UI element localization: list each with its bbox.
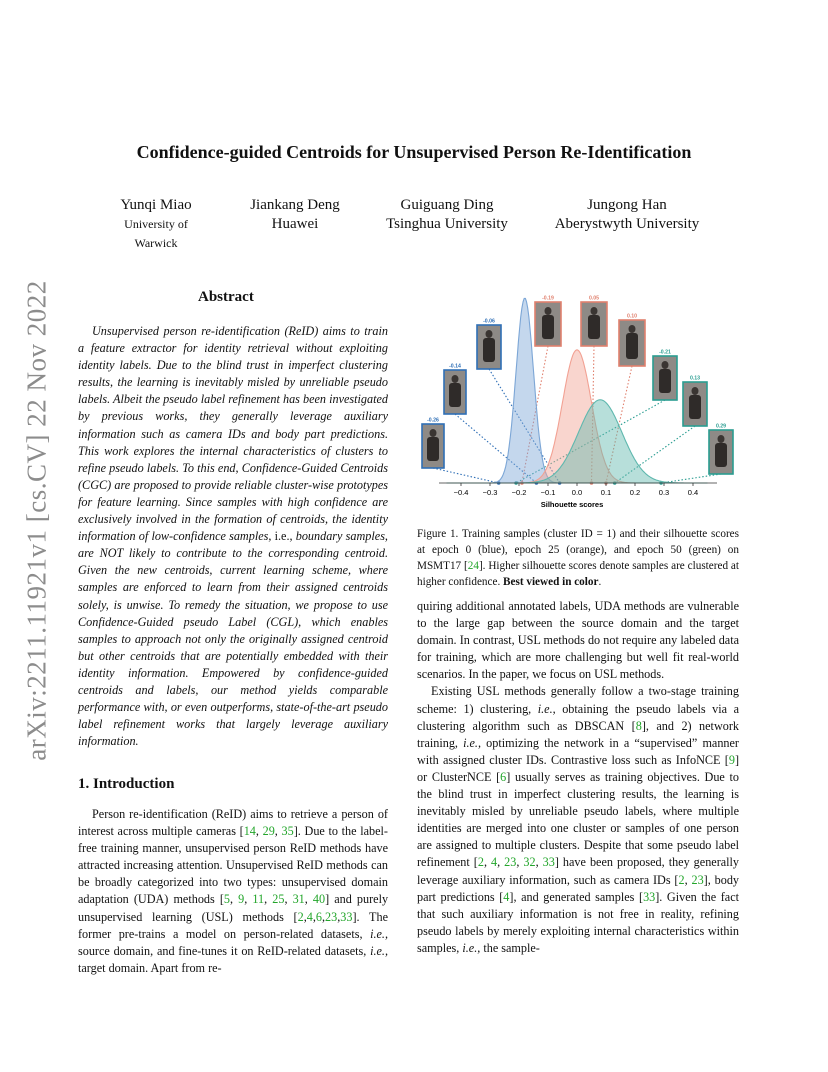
citation-link[interactable]: 25 (272, 892, 285, 907)
figure-caption: Figure 1. Training samples (cluster ID = 1) and their silhouette scores at epoch 0 (blue), epoch 25 (orange), and epoch 50 (green) on MSMT17 [24]. Higher silhouette scores denote samples are clustered at higher confidence. Best viewed in color. (417, 528, 739, 588)
person-head (718, 435, 725, 443)
sample-link-line (661, 474, 721, 483)
citation-link[interactable]: 5 (223, 892, 230, 907)
citation-link[interactable]: 40 (312, 892, 326, 907)
author-affiliation: Tsinghua University (386, 216, 508, 232)
person-head (430, 429, 437, 437)
citation-link[interactable]: 6 (500, 769, 507, 784)
x-tick-label: 0.3 (658, 488, 670, 497)
citation-link[interactable]: 23 (325, 909, 338, 924)
paper-title: Confidence-guided Centroids for Unsupervised Person Re-Identification (136, 142, 692, 162)
person-body (659, 369, 671, 393)
person-head (591, 307, 598, 315)
citation-link[interactable]: 2 (477, 855, 484, 870)
citation-link[interactable]: 32 (523, 855, 536, 870)
author-name: Jungong Han (587, 197, 667, 213)
citation-link[interactable]: 4 (503, 889, 510, 904)
author-4 (542, 196, 712, 234)
citation-link[interactable]: 2 (678, 872, 685, 887)
arxiv-identifier: arXiv:2211.11921v1 [cs.CV] 22 Nov 2022 (21, 279, 52, 761)
author-name: Yunqi Miao (120, 197, 192, 213)
silhouette-chart (417, 290, 739, 515)
author-affiliation: University of Warwick (124, 217, 188, 250)
citation-link[interactable]: 31 (292, 892, 305, 907)
author-affiliation: Aberystwyth University (554, 216, 700, 232)
citation-link[interactable]: 9 (728, 752, 735, 767)
paragraph: Existing USL methods generally follow a two-stage training scheme: 1) clustering, i.e., obtaining the pseudo labels via a clustering algorithm such as DBSCAN [8], and 2) network training, i.e., optimizing the network in a “supervised” manner with assigned cluster IDs. Contrastive loss such as InfoNCE [9] or ClusterNCE [6] usually serves as training objectives. Due to the blind trust in imperfect clustering results, the learning is inevitably misled by unreliable pseudo labels, where multiple identities are merged into one cluster or samples of one person are assigned to multiple clusters. Despite that some pseudo label refinement [2, 4, 23, 32, 33] have been proposed, they generally leverage auxiliary information, such as camera IDs [2, 23], body part predictions [4], and generated samples [33]. Given the fact that such auxiliary information is not free in reality, refining pseudo labels by merely exploiting internal characteristics within samples, i.e., the sample- (417, 684, 740, 955)
abstract-heading: Abstract (198, 289, 254, 305)
citation-link[interactable]: 23 (691, 872, 704, 887)
person-head (452, 375, 459, 383)
x-tick-label: −0.2 (511, 488, 527, 497)
x-tick-label: 0.1 (600, 488, 612, 497)
person-head (692, 387, 699, 395)
person-body (449, 383, 461, 407)
x-tick-label: −0.1 (540, 488, 556, 497)
silhouette-score-label: 0.05 (588, 295, 600, 302)
silhouette-score-label: 0.13 (689, 375, 701, 382)
right-column-body (417, 598, 739, 957)
abstract-body: Unsupervised person re-identification (ReID) aims to train a feature extractor for identity retrieval without exploiting identity labels. Due to the blind trust in imperfect clustering results, the learning is inevitably misled by unreliable pseudo labels. Albeit the pseudo label refinement has been investigated by previous works, they generally leverage auxiliary information such as camera IDs and body part predictions. This work explores the internal characteristics of clusters to refine pseudo labels. To this end, Confidence-Guided Centroids (CGC) are proposed to provide reliable cluster-wise prototypes for feature learning. Since samples with high confidence are exclusively involved in the formation of centroids, the identity information of low-confidence samples, i.e., boundary samples, are NOT likely to contribute to the corresponding centroid. Given the new centroids, current learning scheme, where samples are enforced to learn from their assigned centroids solely, is unwise. To remedy the situation, we propose to use Confidence-Guided pseudo Label (CGL), which enables samples to approach not only the originally assigned centroid but other centroids that are potentially embedded with their identity information. Empowered by confidence-guided centroids and labels, our method yields comparable performance with, or even outperforms, state-of-the-art pseudo label refinement works that largely leverage auxiliary information. (78, 324, 388, 749)
citation-link[interactable]: 8 (635, 718, 642, 733)
x-tick-label: −0.4 (453, 488, 469, 497)
person-head (545, 307, 552, 315)
citation-link[interactable]: 14 (243, 824, 256, 839)
paragraph: quiring additional annotated labels, UDA methods are vulnerable to the large gap between the source domain and the target domain. In contrast, USL methods do not require any labeled data for training, which are more challenging but well fit real-world scenarios. In the paper, we focus on USL methods. (417, 599, 739, 682)
x-axis-label: Silhouette scores (540, 500, 604, 509)
silhouette-score-label: 0.10 (626, 313, 638, 320)
person-head (486, 330, 493, 338)
person-body (588, 315, 600, 339)
citation-link[interactable]: 33 (542, 855, 555, 870)
citation-link[interactable]: 11 (252, 892, 265, 907)
citation-link[interactable]: 24 (467, 560, 479, 572)
citation-link[interactable]: 2 (297, 909, 304, 924)
person-body (689, 395, 701, 419)
person-head (662, 361, 669, 369)
citation-link[interactable]: 33 (643, 889, 656, 904)
author-3 (372, 196, 522, 234)
citation-link[interactable]: 6 (315, 909, 322, 924)
silhouette-score-label: -0.06 (483, 318, 495, 325)
citation-link[interactable]: 35 (281, 824, 294, 839)
introduction-heading: 1. Introduction (78, 776, 175, 792)
silhouette-score-label: -0.21 (659, 349, 671, 356)
x-tick-label: −0.3 (482, 488, 498, 497)
citation-link[interactable]: 4 (306, 909, 313, 924)
figure-1 (417, 290, 739, 515)
citation-link[interactable]: 33 (340, 909, 353, 924)
author-1 (106, 196, 206, 253)
silhouette-score-label: -0.26 (427, 417, 439, 424)
person-body (427, 437, 439, 461)
author-affiliation: Huawei (271, 216, 319, 232)
author-name: Guiguang Ding (400, 197, 494, 213)
sample-link-line (433, 468, 499, 483)
person-head (629, 325, 636, 333)
person-body (715, 443, 727, 467)
person-body (483, 338, 495, 362)
person-body (626, 333, 638, 359)
author-name: Jiankang Deng (250, 197, 340, 213)
silhouette-score-label: -0.19 (542, 295, 554, 302)
citation-link[interactable]: 4 (491, 855, 498, 870)
x-tick-label: 0.2 (629, 488, 641, 497)
x-tick-label: 0.4 (687, 488, 699, 497)
silhouette-score-label: -0.14 (449, 363, 461, 370)
citation-link[interactable]: 9 (238, 892, 245, 907)
introduction-body: Person re-identification (ReID) aims to retrieve a person of interest across multiple cameras [14, 29, 35]. Due to the label-free training manner, unsupervised person ReID methods have attracted increasing attention. Unsupervised ReID methods can be broadly categorized into two types: unsupervised domain adaptation (UDA) methods [5, 9, 11, 25, 31, 40] and purely unsupervised learning (USL) methods [2,4,6,23,33]. The former pre-trains a model on person-related datasets, i.e., source domain, and fine-tunes it on ReID-related datasets, i.e., target domain. Apart from re- (78, 807, 389, 975)
x-tick-label: 0.0 (571, 488, 583, 497)
silhouette-score-label: 0.29 (715, 423, 727, 430)
citation-link[interactable]: 29 (262, 824, 275, 839)
x-axis (439, 483, 717, 497)
citation-link[interactable]: 23 (504, 855, 517, 870)
person-body (542, 315, 554, 339)
author-2 (240, 196, 350, 234)
